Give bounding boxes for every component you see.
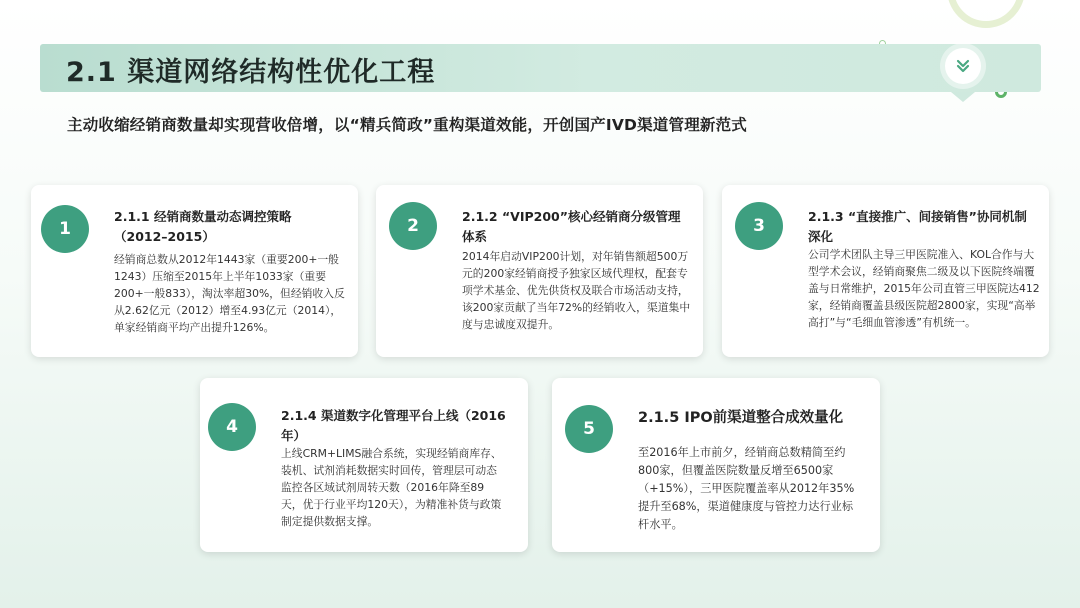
strategy-card-2 [376, 185, 703, 357]
strategy-card-3 [722, 185, 1049, 357]
card-number-badge: 3 [735, 202, 783, 250]
card-number-badge: 2 [389, 202, 437, 250]
card-body: 上线CRM+LIMS融合系统，实现经销商库存、装机、试剂消耗数据实时回传，管理层可动态监控各区域试剂周转天数（2016年降至89天，优于行业平均120天），为精准补货与政策制定提供数据支撑。 [281, 447, 502, 528]
page-title: 2.1 渠道网络结构性优化工程 [66, 57, 436, 88]
strategy-card-5 [552, 378, 880, 552]
card-number-badge: 1 [41, 205, 89, 253]
chevrons-down-icon [945, 48, 981, 84]
card-number-badge: 5 [565, 405, 613, 453]
decorative-ring [947, 0, 1025, 28]
strategy-card-1 [31, 185, 358, 357]
title-pointer [951, 92, 975, 102]
card-body: 至2016年上市前夕，经销商总数精简至约800家，但覆盖医院数量反增至6500家（+15%），三甲医院覆盖率从2012年35%提升至68%，渠道健康度与管控力达行业标杆水平。 [638, 446, 855, 531]
strategy-card-4 [200, 378, 528, 552]
card-title: 2.1.4 渠道数字化管理平台上线（2016年） [281, 408, 506, 443]
page-subtitle: 主动收缩经销商数量却实现营收倍增，以“精兵简政”重构渠道效能，开创国产IVD渠道管理新范式 [67, 116, 748, 134]
card-title: 2.1.5 IPO前渠道整合成效量化 [638, 410, 844, 426]
card-body: 经销商总数从2012年1443家（重要200+一般1243）压缩至2015年上半年1033家（重要200+一般833），淘汰率超30%，但经销收入反从2.62亿元（2012）增至4.93亿元（2014），单家经销商平均产出提升126%。 [114, 253, 345, 334]
card-number-badge: 4 [208, 403, 256, 451]
card-body: 公司学术团队主导三甲医院准入、KOL合作与大型学术会议，经销商聚焦二级及以下医院终端覆盖与日常维护，2015年公司直管三甲医院达412家，经销商覆盖县级医院超2800家，实现“高举高打”与“毛细血管渗透”有机统一。 [808, 248, 1040, 329]
card-body: 2014年启动VIP200计划，对年销售额超500万元的200家经销商授予独家区域代理权，配套专项学术基金、优先供货权及联合市场活动支持，该200家贡献了当年72%的经销收入，渠道集中度与忠诚度双提升。 [462, 250, 691, 331]
card-title: 2.1.2 “VIP200”核心经销商分级管理体系 [462, 209, 681, 244]
card-title: 2.1.1 经销商数量动态调控策略（2012–2015） [114, 209, 292, 244]
card-title: 2.1.3 “直接推广、间接销售”协同机制深化 [808, 209, 1027, 244]
title-bar [40, 44, 1041, 92]
